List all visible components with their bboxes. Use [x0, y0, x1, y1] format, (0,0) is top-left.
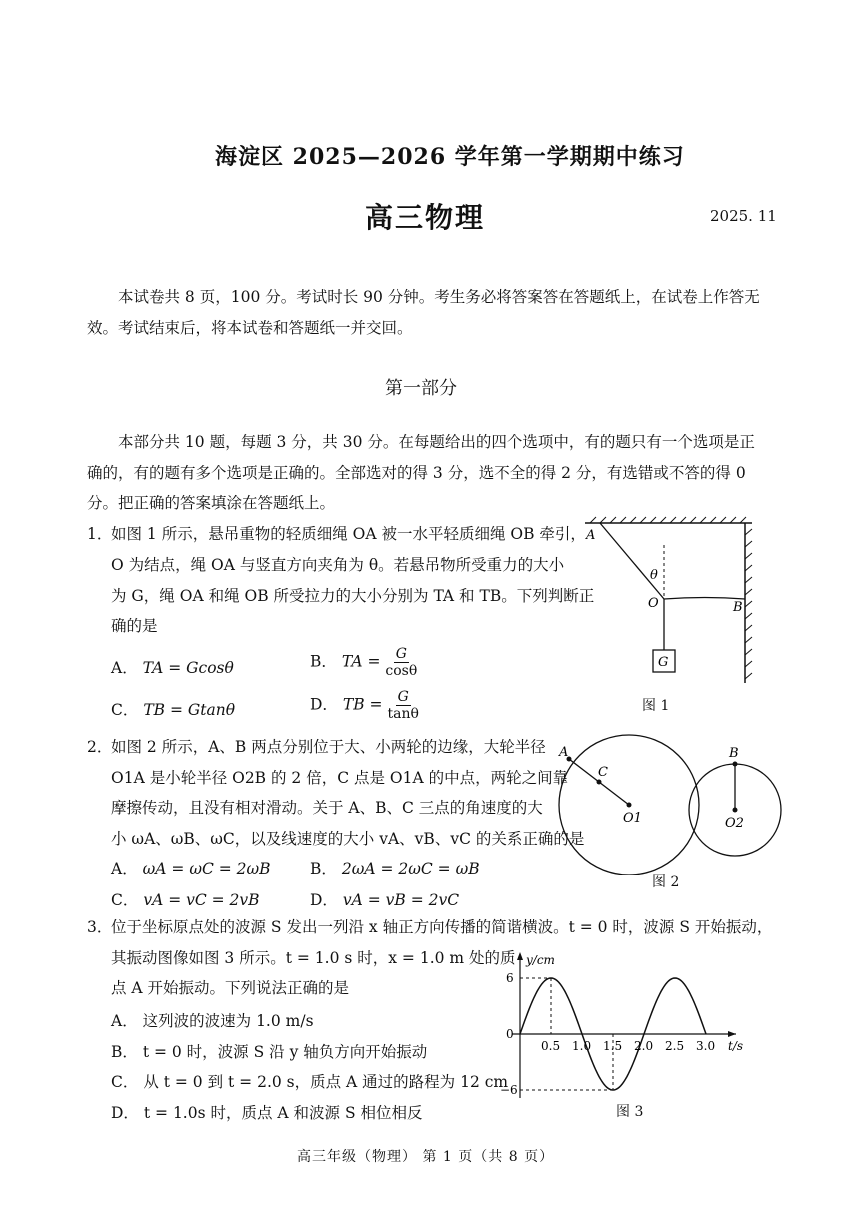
q2-option-b-label: B． [310, 860, 337, 878]
q2-option-a-label: A． [111, 860, 138, 878]
q3-option-c-label: C． [111, 1073, 139, 1091]
figure-2-caption: 图 2 [652, 874, 680, 890]
fig3-x-tick-1-5: 1.5 [603, 1039, 623, 1053]
q3-option-a[interactable] [111, 1009, 314, 1031]
fig3-x-axis-label: t/s [728, 1039, 744, 1053]
q1-line3: 为 G，绳 OA 和绳 OB 所受拉力的大小分别为 TA 和 TB。下列判断正 [111, 587, 595, 605]
q2-number: 2． [87, 738, 113, 756]
fig3-origin-label: 0 [506, 1027, 514, 1041]
part1-intro-line3: 分。把正确的答案填涂在答题纸上。 [87, 494, 336, 512]
q2-option-a-text: ωA = ωC = 2ωB [142, 860, 271, 878]
q2-option-d-label: D． [310, 891, 338, 909]
instructions-line2: 效。考试结束后，将本试卷和答题纸一并交回。 [87, 319, 413, 337]
figure-3-chart [490, 950, 780, 1098]
q3-option-b-label: B． [111, 1043, 138, 1061]
q2-line2: O1A 是小轮半径 O2B 的 2 倍，C 点是 O1A 的中点，两轮之间靠 [111, 769, 569, 787]
q1-option-b-denominator: cosθ [385, 663, 418, 679]
fig2-label-a: A [559, 745, 569, 760]
fig2-label-c: C [598, 765, 608, 780]
fig2-label-o2: O2 [725, 816, 744, 831]
page-title: 海淀区 2025—2026 学年第一学期期中练习 [215, 144, 685, 170]
q1-option-c-text: TB = Gtanθ [143, 701, 236, 719]
q2-line1: 如图 2 所示，A、B 两点分别位于大、小两轮的边缘，大轮半径 [111, 738, 546, 756]
fig1-label-o: O [648, 596, 659, 611]
q2-option-c-text: vA = vC = 2vB [143, 891, 260, 909]
q1-option-d-fraction [387, 689, 418, 722]
page-footer: 高三年级（物理） 第 1 页（共 8 页） [297, 1149, 555, 1165]
q1-option-b-fraction [385, 646, 417, 679]
q1-number: 1． [87, 525, 113, 543]
subject-title: 高三物理 [365, 201, 486, 234]
fig3-y-axis-arrow [517, 952, 523, 960]
q3-option-a-text: 这列波的波速为 1.0 m/s [142, 1012, 314, 1030]
q3-number: 3． [87, 918, 113, 936]
fig2-label-b: B [729, 746, 739, 761]
fig1-ceiling-hatch [590, 517, 746, 523]
figure-1-caption: 图 1 [642, 698, 670, 714]
q1-option-c-label: C． [111, 701, 139, 719]
fig1-label-g: G [658, 655, 669, 670]
q1-option-b[interactable] [310, 646, 417, 679]
q2-option-b-text: 2ωA = 2ωC = ωB [341, 860, 480, 878]
q3-option-c[interactable] [111, 1070, 508, 1092]
figure-1-diagram [580, 515, 770, 690]
part1-intro-line2: 确的，有的题有多个选项是正确的。全部选对的得 3 分，选不全的得 2 分，有选错或不答的得 0 [87, 464, 746, 482]
q3-option-a-label: A． [111, 1012, 138, 1030]
q3-line1: 位于坐标原点处的波源 S 发出一列沿 x 轴正方向传播的简谐横波。t = 0 时，波源 S 开始振动， [111, 918, 773, 936]
q2-option-b[interactable] [310, 857, 480, 879]
q2-option-a[interactable] [111, 857, 271, 879]
fig3-x-axis-arrow [728, 1031, 736, 1037]
q1-option-c[interactable] [111, 698, 235, 720]
instructions-line1: 本试卷共 8 页，100 分。考试时长 90 分钟。考生务必将答案答在答题纸上，在试卷上作答无 [118, 288, 760, 306]
q1-option-d-label: D． [310, 695, 338, 714]
q3-option-d-label: D． [111, 1104, 139, 1122]
q2-option-c[interactable] [111, 888, 260, 910]
fig1-label-a: A [586, 528, 596, 543]
fig1-rope-oa [600, 523, 664, 599]
q1-option-d[interactable] [310, 689, 419, 722]
q2-option-d-text: vA = vB = 2vC [342, 891, 460, 909]
q2-line4: 小 ωA、ωB、ωC，以及线速度的大小 vA、vB、vC 的关系正确的是 [111, 830, 585, 848]
q3-option-b[interactable] [111, 1040, 427, 1062]
fig1-rope-ob [664, 598, 745, 600]
fig3-x-tick-2-5: 2.5 [665, 1039, 685, 1053]
q1-option-b-numerator: G [395, 646, 407, 662]
part1-intro-line1: 本部分共 10 题，每题 3 分，共 30 分。在每题给出的四个选项中，有的题只有一个选项是正 [118, 433, 755, 451]
fig2-point-b [733, 762, 738, 767]
q2-option-c-label: C． [111, 891, 139, 909]
fig3-y-tick-6: 6 [506, 971, 514, 985]
q3-option-b-text: t = 0 时，波源 S 沿 y 轴负方向开始振动 [142, 1043, 428, 1061]
fig2-point-c [597, 780, 602, 785]
q1-option-b-label: B． [310, 652, 337, 671]
fig3-x-tick-0-5: 0.5 [541, 1039, 561, 1053]
q1-line4: 确的是 [111, 617, 158, 635]
q1-option-a-text: TA = Gcosθ [142, 659, 234, 677]
fig2-center-o2 [733, 808, 738, 813]
q2-option-d[interactable] [310, 888, 459, 910]
q1-option-d-denominator: tanθ [387, 706, 419, 722]
section-heading: 第一部分 [385, 378, 457, 399]
q1-option-b-lhs: TA = [341, 652, 381, 671]
q3-line3: 点 A 开始振动。下列说法正确的是 [111, 979, 350, 997]
q1-line1: 如图 1 所示，悬吊重物的轻质细绳 OA 被一水平轻质细绳 OB 牵引， [111, 525, 586, 543]
q3-line2: 其振动图像如图 3 所示。t = 1.0 s 时，x = 1.0 m 处的质 [111, 949, 516, 967]
q1-option-a-label: A． [111, 659, 138, 677]
figure-3-caption: 图 3 [616, 1104, 644, 1120]
fig2-label-o1: O1 [623, 811, 642, 826]
fig3-x-tick-2-0: 2.0 [634, 1039, 654, 1053]
fig3-x-tick-3-0: 3.0 [696, 1039, 716, 1053]
fig2-center-o1 [627, 803, 632, 808]
fig3-y-axis-label: y/cm [526, 953, 555, 967]
exam-date: 2025. 11 [710, 207, 777, 225]
q1-option-d-lhs: TB = [342, 695, 383, 714]
fig3-y-tick-neg6: −6 [500, 1083, 518, 1097]
q1-option-a[interactable] [111, 656, 234, 678]
q3-option-c-text: 从 t = 0 到 t = 2.0 s，质点 A 通过的路程为 12 cm [143, 1073, 509, 1091]
fig1-label-theta: θ [650, 568, 658, 583]
q3-option-d[interactable] [111, 1101, 423, 1123]
fig1-wall-hatch [745, 529, 752, 679]
q1-option-d-numerator: G [397, 689, 409, 705]
fig1-label-b: B [733, 600, 743, 615]
q3-option-d-text: t = 1.0s 时，质点 A 和波源 S 相位相反 [143, 1104, 423, 1122]
q2-line3: 摩擦传动，且没有相对滑动。关于 A、B、C 三点的角速度的大 [111, 799, 543, 817]
q1-line2: O 为结点，绳 OA 与竖直方向夹角为 θ。若悬吊物所受重力的大小 [111, 556, 565, 574]
fig3-x-tick-1-0: 1.0 [572, 1039, 592, 1053]
figure-2-diagram [553, 730, 828, 875]
